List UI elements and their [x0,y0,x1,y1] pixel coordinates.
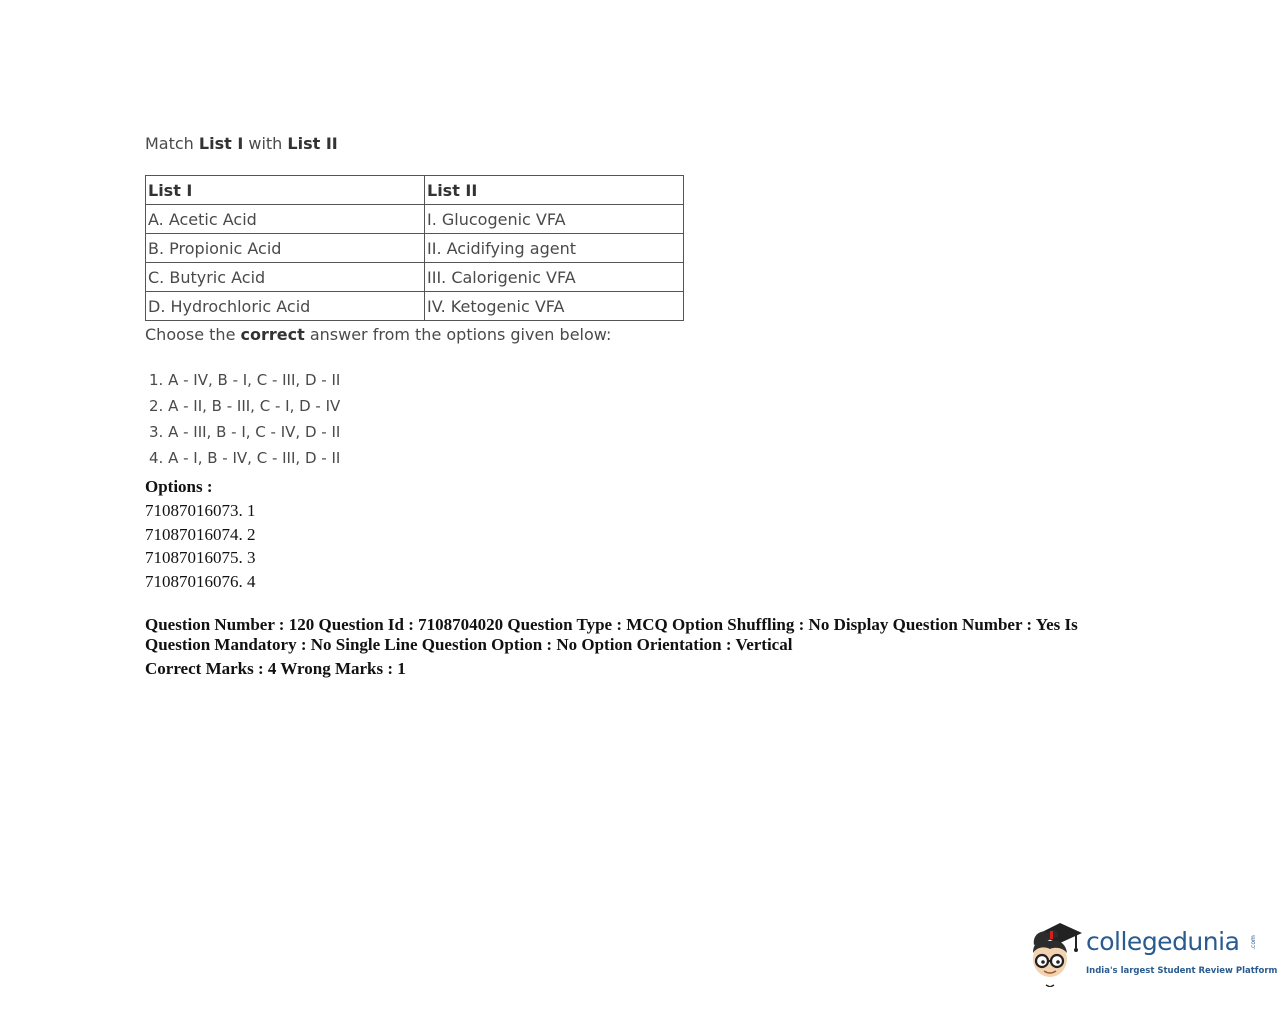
list-item: 2. A - II, B - III, C - I, D - IV [149,397,341,415]
table-cell: B. Propionic Acid [146,234,425,263]
table-row [146,205,684,234]
table-cell: A. Acetic Acid [146,205,425,234]
table-cell: C. Butyric Acid [146,263,425,292]
question-meta: Question Number : 120 Question Id : 7108704020 Question Type : MCQ Option Shuffling : No Display Question Number : Yes Is Question Mandatory : No Single Line Question Option : No Option Orientation : Vertical [145,615,1078,654]
table-row [146,234,684,263]
intro-list2: List II [287,134,338,153]
table-cell: D. Hydrochloric Acid [146,292,425,321]
logo-com: .com [1249,935,1257,950]
choose-prefix: Choose the [145,325,241,344]
table-cell: III. Calorigenic VFA [425,263,684,292]
table-cell: II. Acidifying agent [425,234,684,263]
collegedunia-logo [1026,917,1278,989]
table-cell: I. Glucogenic VFA [425,205,684,234]
match-table [145,175,684,321]
question-content [145,133,1145,681]
list-item: 1. A - IV, B - I, C - III, D - II [149,371,341,389]
choose-bold: correct [240,325,305,344]
mascot-icon [1026,919,1086,987]
table-header-list2: List II [425,176,684,205]
option-item: 71087016073. 1 [145,501,256,520]
table-row [146,292,684,321]
table-row [146,263,684,292]
intro-mid: with [243,134,288,153]
logo-name: collegedunia [1086,927,1240,956]
intro-list1: List I [198,134,244,153]
list-item: 3. A - III, B - I, C - IV, D - II [149,423,341,441]
option-item: 71087016075. 3 [145,548,256,567]
table-header-row [146,176,684,205]
table-header-list1: List I [146,176,425,205]
logo-tagline: India's largest Student Review Platform [1086,966,1278,976]
option-item: 71087016076. 4 [145,571,256,591]
question-marks: Correct Marks : 4 Wrong Marks : 1 [145,659,406,678]
answer-list [145,367,1145,471]
option-item: 71087016074. 2 [145,524,256,544]
intro-prefix: Match [145,134,199,153]
choose-suffix: answer from the options given below: [304,325,612,344]
list-item: 4. A - I, B - IV, C - III, D - II [149,449,341,467]
choose-instruction [145,323,1145,347]
table-cell: IV. Ketogenic VFA [425,292,684,321]
question-intro [145,133,1145,155]
options-heading: Options : [145,477,213,496]
